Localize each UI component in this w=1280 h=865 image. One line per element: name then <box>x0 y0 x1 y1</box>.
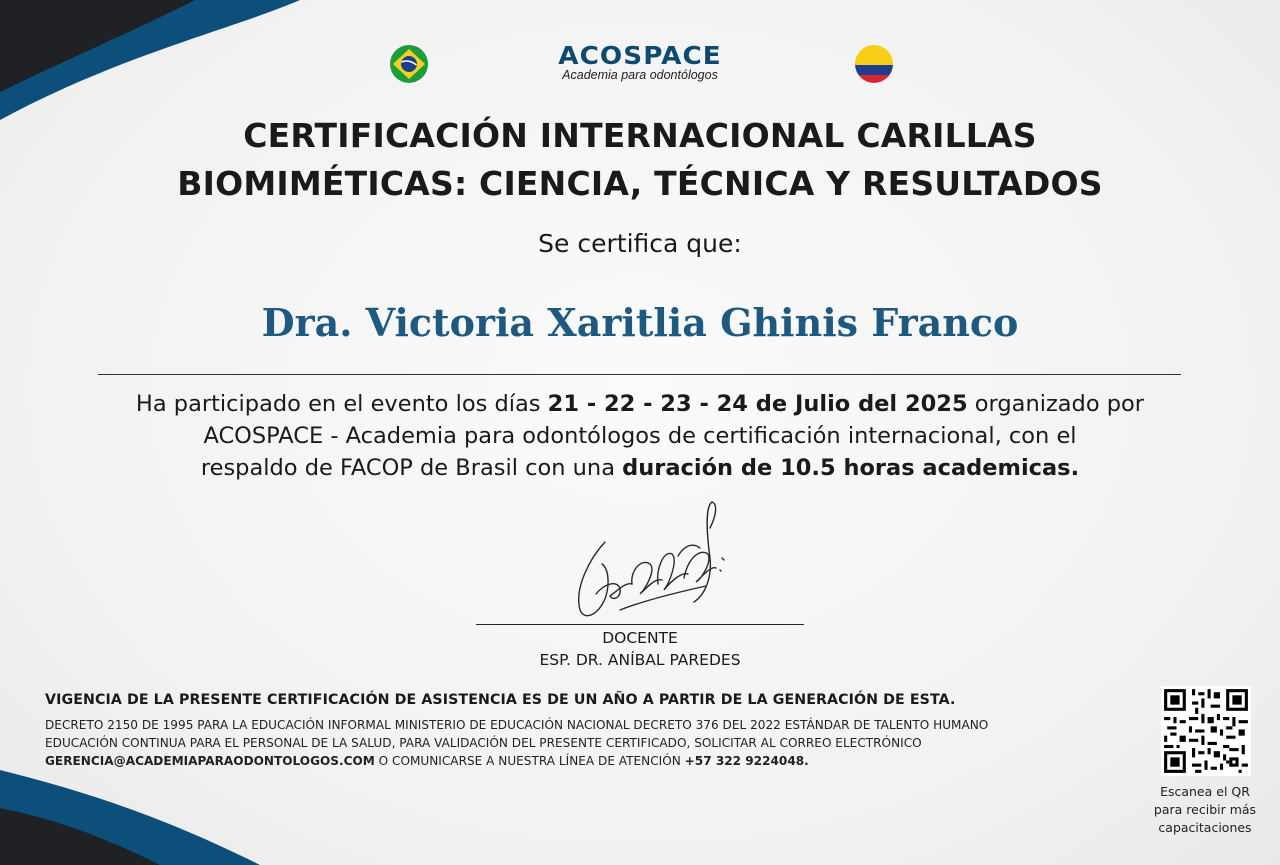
signer-role: DOCENTE <box>602 629 678 647</box>
certifies-intro: Se certifica que: <box>538 229 742 258</box>
recipient-name: Dra. Victoria Xaritlia Ghinis Franco <box>261 300 1019 345</box>
signature-line <box>476 624 804 625</box>
contact-phone: +57 322 9224048. <box>684 754 809 768</box>
qr-caption-line-3: capacitaciones <box>1158 820 1252 835</box>
qr-caption-line-2: para recibir más <box>1153 802 1257 817</box>
validity-statement: VIGENCIA DE LA PRESENTE CERTIFICACIÓN DE ASISTENCIA ES DE UN AÑO A PARTIR DE LA GENERACIÓN DE ESTA. <box>45 692 956 708</box>
colombia-flag-icon <box>854 44 894 84</box>
qr-code-icon <box>1161 686 1251 776</box>
legal-line-3: O COMUNICARSE A NUESTRA LÍNEA DE ATENCIÓN <box>374 754 685 768</box>
contact-email: GERENCIA@ACADEMIAPARAODONTOLOGOS.COM <box>45 754 375 768</box>
event-duration: duración de 10.5 horas academicas. <box>622 455 1080 481</box>
signature <box>560 498 740 626</box>
certificate-title <box>60 112 1220 208</box>
logo-tagline: Academia para odontólogos <box>562 68 718 82</box>
title-line-2: BIOMIMÉTICAS: CIENCIA, TÉCNICA Y RESULTADOS <box>177 164 1103 203</box>
body-text-4: respaldo de FACOP de Brasil con una <box>200 455 623 481</box>
qr-caption-line-1: Escanea el QR <box>1160 784 1250 799</box>
body-text-2: organizado por <box>967 391 1145 417</box>
certificate-body <box>70 388 1210 484</box>
legal-line-1: DECRETO 2150 DE 1995 PARA LA EDUCACIÓN INFORMAL MINISTERIO DE EDUCACIÓN NACIONAL DECRETO 376 DEL 2022 ESTÁNDAR DE TALENTO HUMANO <box>45 718 989 732</box>
event-dates: 21 - 22 - 23 - 24 de Julio del 2025 <box>547 391 968 417</box>
body-text-3: ACOSPACE - Academia para odontólogos de certificación internacional, con el <box>203 423 1077 449</box>
title-line-1: CERTIFICACIÓN INTERNACIONAL CARILLAS <box>243 116 1037 155</box>
logo-brand: ACOSPACE <box>558 41 722 70</box>
divider <box>98 374 1181 375</box>
signer-name: ESP. DR. ANÍBAL PAREDES <box>539 651 741 669</box>
brazil-flag-icon <box>389 44 429 84</box>
body-text-1: Ha participado en el evento los días <box>135 391 548 417</box>
acospace-logo <box>540 42 740 82</box>
legal-notice <box>45 716 1135 770</box>
legal-line-2: EDUCACIÓN CONTINUA PARA EL PERSONAL DE LA SALUD, PARA VALIDACIÓN DEL PRESENTE CERTIFICADO, SOLICITAR AL CORREO ELECTRÓNICO <box>45 736 922 750</box>
qr-caption <box>1140 783 1270 837</box>
